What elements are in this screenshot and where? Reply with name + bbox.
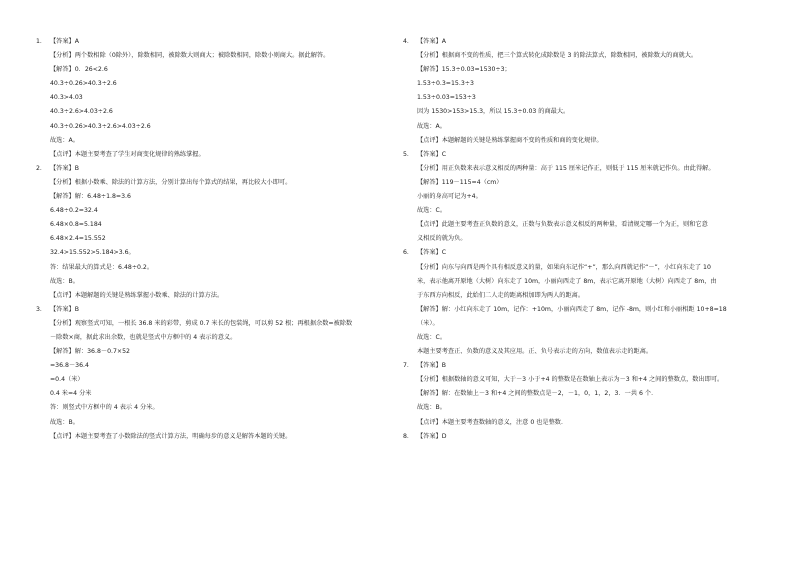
solution-line: 6.48×2.4=15.552 bbox=[50, 235, 106, 243]
solution-line: 【解答】解：36.8－0.7×52 bbox=[50, 348, 130, 356]
solution-line: 【解答】0．26<2.6 bbox=[50, 66, 108, 74]
solution-line: 【解答】119－115=4（cm） bbox=[417, 178, 503, 186]
solution-line: 故选：B。 bbox=[417, 404, 446, 412]
solution-line: 故选：C。 bbox=[417, 207, 447, 215]
solution-line: 【解答】15.3÷0.03=1530÷3； bbox=[417, 66, 511, 74]
solution-line: 6.48×0.8=5.184 bbox=[50, 221, 102, 229]
solution-line: 【分析】观察竖式可知，一根长 36.8 米的彩带，剪成 0.7 米长的包装绳，可以剪 52 根；再根据余数=被除数 bbox=[50, 319, 353, 327]
solution-line: 【解答】解：6.48÷1.8=3.6 bbox=[50, 193, 131, 201]
answer-line bbox=[36, 38, 396, 47]
question-number: 6． bbox=[403, 249, 414, 257]
solution-line: 40.3÷0.26>40.3÷2.6>4.03÷2.6 bbox=[50, 122, 151, 130]
solution-line: 【点评】此题主要考查正负数的意义，正数与负数表示意义相反的两种量，看清规定哪一个为正，则和它意 bbox=[417, 221, 708, 229]
solution-line: 6.48÷0.2=32.4 bbox=[50, 207, 98, 215]
question-number: 8． bbox=[403, 432, 414, 440]
solution-line: 故选：C。 bbox=[417, 333, 447, 341]
solution-line: =0.4（米） bbox=[50, 376, 84, 384]
solution-line: 【解答】解：在数轴上－3 和+4 之间的整数点是－2，－1，0，1，2，3．一共 6 个． bbox=[417, 390, 658, 398]
answer-line bbox=[403, 362, 763, 371]
solution-line: 【分析】向东与向西是两个具有相反意义的量，如果向东记作“+”，那么向西就记作“－”，小红向东走了 10 bbox=[417, 263, 711, 271]
answer-text: 【答案】D bbox=[417, 432, 447, 440]
solution-line: 【解答】解：小红向东走了 10m，记作：+10m，小丽向西走了 8m，记作 -8m，则小红和小丽相距 10+8=18 bbox=[417, 305, 727, 313]
answer-text: 【答案】A bbox=[50, 38, 79, 45]
solution-line: 【点评】本题解题的关键是熟练掌握商不变的性质和商的变化规律。 bbox=[417, 136, 603, 144]
question-3-block bbox=[36, 306, 396, 441]
solution-line: 【分析】用正负数来表示意义相反的两种量：高于 115 厘米记作正，则低于 115 厘米就记作负。由此得解。 bbox=[417, 164, 715, 172]
question-8-block bbox=[403, 433, 763, 442]
question-1-block bbox=[36, 38, 396, 159]
answer-line bbox=[403, 38, 763, 47]
question-number: 4． bbox=[403, 38, 414, 45]
question-2-block bbox=[36, 165, 396, 300]
solution-line: －除数×商，据此求出余数，也就是竖式中方框中的 4 表示的意义。 bbox=[50, 333, 237, 341]
solution-line: 1.53÷0.3=15.3÷3 bbox=[417, 80, 474, 88]
question-7-block bbox=[403, 362, 763, 427]
solution-line: 答：则竖式中方框中的 4 表示 4 分米。 bbox=[50, 404, 159, 412]
answer-text: 【答案】B bbox=[50, 305, 79, 313]
question-number: 2． bbox=[36, 164, 47, 172]
answer-text: 【答案】C bbox=[417, 249, 447, 257]
solution-line: 答：结果最大的算式是：6.48÷0.2。 bbox=[50, 263, 154, 271]
solution-line: 32.4>15.552>5.184>3.6。 bbox=[50, 249, 135, 257]
solution-line: 40.3÷2.6>4.03÷2.6 bbox=[50, 108, 113, 116]
question-6-block bbox=[403, 249, 763, 356]
solution-line: 【分析】根据商不变的性质，把三个算式转化成除数是 3 的除法算式，除数相同，被除数大的商就大。 bbox=[417, 52, 698, 60]
solution-line: （米）。 bbox=[417, 319, 439, 327]
solution-line: 小丽的身高可记为+4。 bbox=[417, 193, 482, 201]
solution-line: 【分析】根据小数乘、除法的计算方法，分别计算出每个算式的结果，再比较大小即可。 bbox=[50, 178, 292, 186]
answer-line bbox=[403, 433, 763, 442]
solution-line: 因为 1530>153>15.3，所以 15.3÷0.03 的商最大。 bbox=[417, 108, 570, 116]
solution-line: 【点评】本题主要考查了学生对商变化规律的熟练掌握。 bbox=[50, 150, 205, 158]
solution-line: 故选：B。 bbox=[50, 277, 79, 285]
solution-line: =36.8－36.4 bbox=[50, 362, 89, 370]
solution-line: 义相反的就为负。 bbox=[417, 235, 467, 243]
solution-line: 40.3>4.03 bbox=[50, 94, 83, 102]
solution-line: 40.3÷0.26>40.3÷2.6 bbox=[50, 80, 117, 88]
question-number: 5． bbox=[403, 150, 414, 158]
solution-line: 【点评】本题解题的关键是熟练掌握小数乘、除法的计算方法。 bbox=[50, 291, 224, 299]
solution-line: 本题主要考查正、负数的意义及其应用。正、负号表示走的方向，数值表示走的距离。 bbox=[417, 348, 653, 356]
right-column bbox=[403, 38, 763, 447]
solution-line: 【分析】两个数相除（0除外），除数相同，被除数大则商大；被除数相同，除数小则商大。据此解答。 bbox=[50, 52, 330, 60]
solution-line: 【分析】根据数轴的意义可知，大于－3 小于+4 的整数是在数轴上表示为－3 和+4 之间的整数点，数出即可。 bbox=[417, 376, 724, 384]
solution-line: 故选：A。 bbox=[50, 136, 79, 144]
answer-text: 【答案】C bbox=[417, 150, 447, 158]
answer-text: 【答案】B bbox=[50, 164, 79, 172]
answer-line bbox=[403, 249, 763, 258]
solution-line: 0.4 米=4 分米 bbox=[50, 390, 92, 398]
answer-text: 【答案】A bbox=[417, 38, 446, 45]
question-4-block bbox=[403, 38, 763, 145]
solution-line: 于东西方向相反，此始们二人走的距离相加即为两人的距离。 bbox=[417, 291, 585, 299]
solution-line: 【点评】本题主要考查了小数除法的竖式计算方法，明确每步的意义是解答本题的关键。 bbox=[50, 432, 292, 440]
solution-line: 1.53÷0.03=153÷3 bbox=[417, 94, 476, 102]
answer-line bbox=[36, 165, 396, 174]
left-column bbox=[36, 38, 396, 447]
answer-line bbox=[403, 151, 763, 160]
solution-line: 故选：A。 bbox=[417, 122, 446, 130]
solution-line: 米，表示他离开原地（大树）向东走了 10m，小丽向西走了 8m，表示它离开原地（大树）向西走了 8m，由 bbox=[417, 277, 717, 285]
question-5-block bbox=[403, 151, 763, 244]
solution-line: 故选：B。 bbox=[50, 418, 79, 426]
question-number: 3． bbox=[36, 305, 47, 313]
answer-line bbox=[36, 306, 396, 315]
question-number: 1． bbox=[36, 38, 47, 45]
question-number: 7． bbox=[403, 362, 414, 370]
answer-text: 【答案】B bbox=[417, 362, 446, 370]
solution-line: 【点评】本题主要考查数轴的意义，注意 0 也是整数． bbox=[417, 418, 568, 426]
